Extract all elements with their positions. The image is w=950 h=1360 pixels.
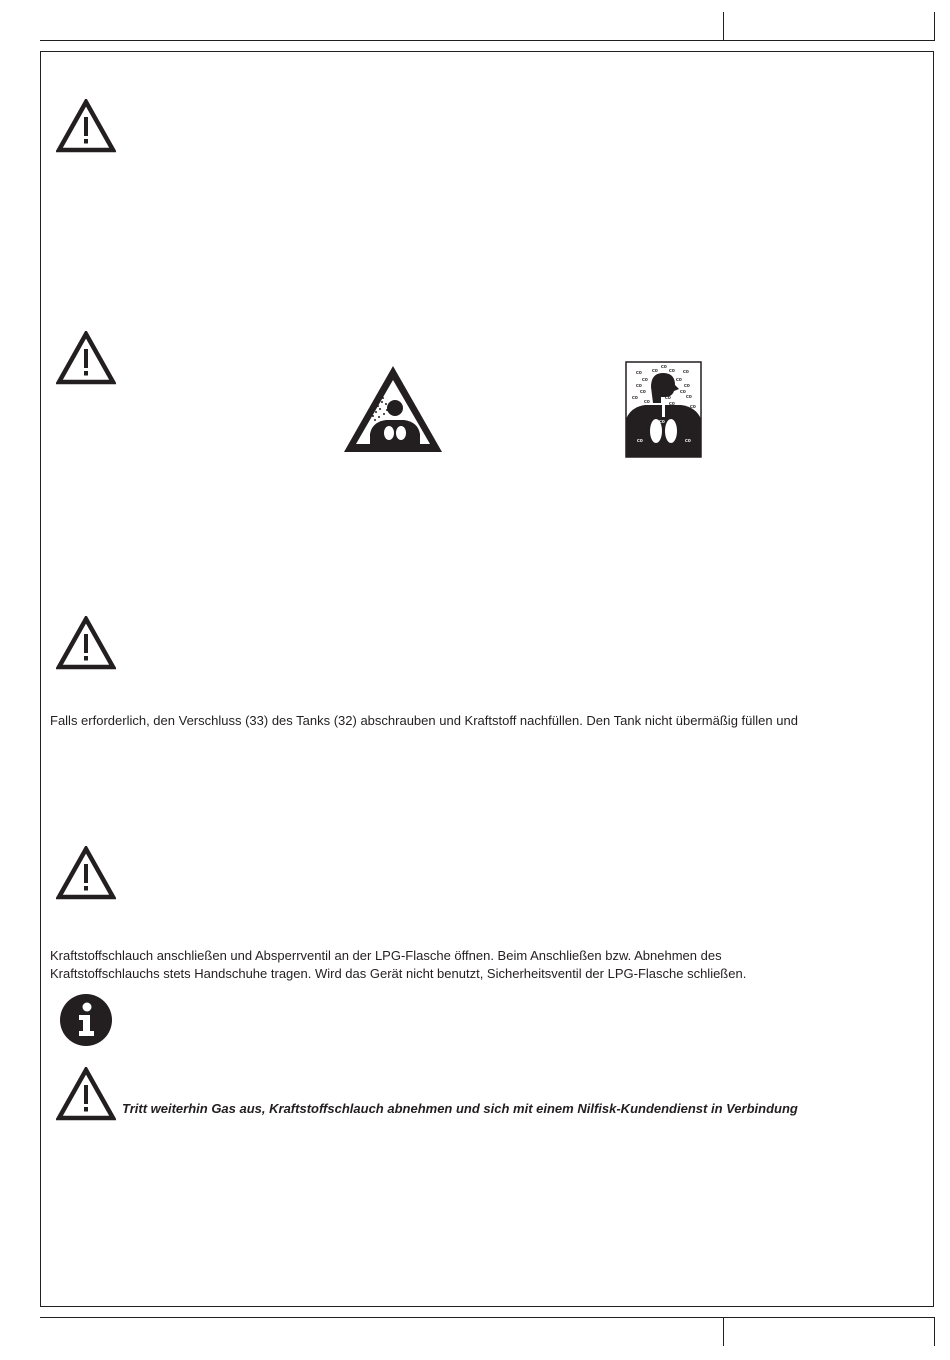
footer-divider xyxy=(723,1317,724,1346)
co-label: co xyxy=(653,430,659,436)
co-label: co xyxy=(636,370,642,376)
co-label: co xyxy=(636,383,642,389)
co-label: co xyxy=(669,368,675,374)
co-label: co xyxy=(644,399,650,405)
header-divider xyxy=(723,12,724,41)
warning-triangle-icon xyxy=(56,331,116,385)
co-label: co xyxy=(686,394,692,400)
toxic-gas-warning-sign xyxy=(342,364,444,454)
co-label: co xyxy=(683,369,689,375)
co-label: co xyxy=(661,364,667,370)
warning-triangle-icon xyxy=(56,616,116,670)
co-label: co xyxy=(676,377,682,383)
co-label: co xyxy=(684,383,690,389)
footer-rule xyxy=(40,1317,935,1318)
co-label: co xyxy=(640,389,646,395)
gas-leak-note: Tritt weiterhin Gas aus, Kraftstoffschlauch abnehmen und sich mit einem Nilfisk-Kundendienst in Verbindung xyxy=(122,1101,798,1116)
co-label: co xyxy=(632,395,638,401)
co-label: co xyxy=(669,432,675,438)
info-circle-icon xyxy=(59,993,113,1047)
header-rule xyxy=(40,40,935,41)
carbon-monoxide-pictogram xyxy=(625,361,702,458)
co-label: co xyxy=(680,389,686,395)
refuel-instructions: Falls erforderlich, den Verschluss (33) des Tanks (32) abschrauben und Kraftstoff nachfüllen. Den Tank nicht übermäßig füllen und xyxy=(50,713,798,728)
co-label: co xyxy=(659,419,665,425)
co-label: co xyxy=(669,401,675,407)
warning-triangle-icon xyxy=(56,1067,116,1121)
lpg-instructions-line-1: Kraftstoffschlauch anschließen und Absperrventil an der LPG-Flasche öffnen. Beim Anschließen bzw. Abnehmen des xyxy=(50,948,722,963)
header-right-edge xyxy=(934,12,935,41)
content-frame xyxy=(40,51,934,1307)
co-label: co xyxy=(665,395,671,401)
warning-triangle-icon xyxy=(56,846,116,900)
co-label: co xyxy=(642,377,648,383)
lpg-instructions-line-2: Kraftstoffschlauchs stets Handschuhe tragen. Wird das Gerät nicht benutzt, Sicherheitsventil der LPG-Flasche schließen. xyxy=(50,966,747,981)
co-label: co xyxy=(637,438,643,444)
co-label: co xyxy=(685,438,691,444)
co-label: co xyxy=(690,404,696,410)
warning-triangle-icon xyxy=(56,99,116,153)
co-label: co xyxy=(668,421,674,427)
footer-right-edge xyxy=(934,1317,935,1346)
co-label: co xyxy=(652,368,658,374)
